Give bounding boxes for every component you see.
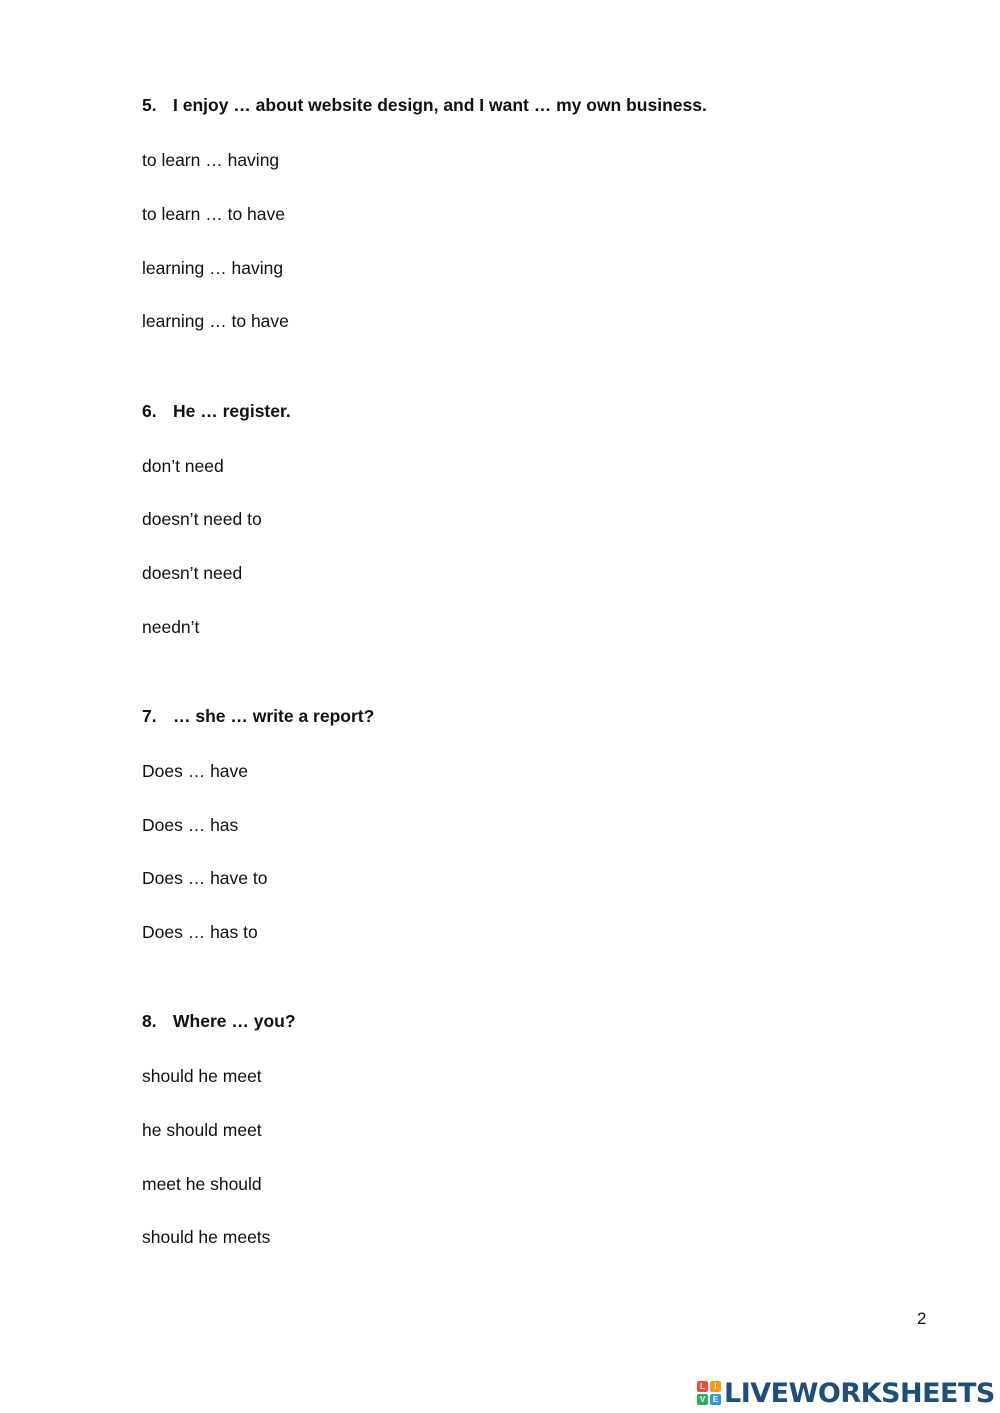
brand-text: LIVEWORKSHEETS xyxy=(724,1377,995,1409)
question-7 xyxy=(142,706,374,727)
answer-option[interactable]: should he meets xyxy=(142,1227,271,1247)
page-number: 2 xyxy=(917,1309,927,1328)
liveworksheets-logo-icon xyxy=(697,1381,721,1405)
answer-option[interactable]: learning … to have xyxy=(142,311,289,331)
answer-option[interactable]: he should meet xyxy=(142,1120,262,1140)
answer-option[interactable]: to learn … having xyxy=(142,150,280,170)
question-number: 7. xyxy=(142,706,157,726)
question-number: 5. xyxy=(142,95,157,115)
answer-option[interactable]: learning … having xyxy=(142,258,284,278)
question-number: 6. xyxy=(142,401,157,421)
question-text: Where … you? xyxy=(173,1011,296,1031)
answer-option[interactable]: Does … have xyxy=(142,761,249,781)
logo-letter-l: L xyxy=(697,1381,708,1392)
question-text: … she … write a report? xyxy=(173,706,375,726)
question-6 xyxy=(142,401,291,422)
answer-option[interactable]: meet he should xyxy=(142,1174,262,1194)
logo-letter-i: I xyxy=(710,1381,721,1392)
answer-option[interactable]: Does … have to xyxy=(142,868,268,888)
answer-option[interactable]: Does … has xyxy=(142,815,239,835)
liveworksheets-logo[interactable] xyxy=(697,1377,995,1409)
answer-option[interactable]: Does … has to xyxy=(142,922,258,942)
question-number: 8. xyxy=(142,1011,157,1031)
answer-option[interactable]: needn’t xyxy=(142,617,200,637)
answer-option[interactable]: doesn’t need to xyxy=(142,509,262,529)
answer-option[interactable]: to learn … to have xyxy=(142,204,285,224)
question-text: He … register. xyxy=(173,401,291,421)
answer-option[interactable]: doesn’t need xyxy=(142,563,243,583)
question-5 xyxy=(142,95,707,116)
logo-letter-v: V xyxy=(697,1394,708,1405)
logo-letter-e: E xyxy=(710,1394,721,1405)
answer-option[interactable]: don’t need xyxy=(142,456,224,476)
question-text: I enjoy … about website design, and I want … my own business. xyxy=(173,95,707,115)
question-8 xyxy=(142,1011,296,1032)
answer-option[interactable]: should he meet xyxy=(142,1066,262,1086)
